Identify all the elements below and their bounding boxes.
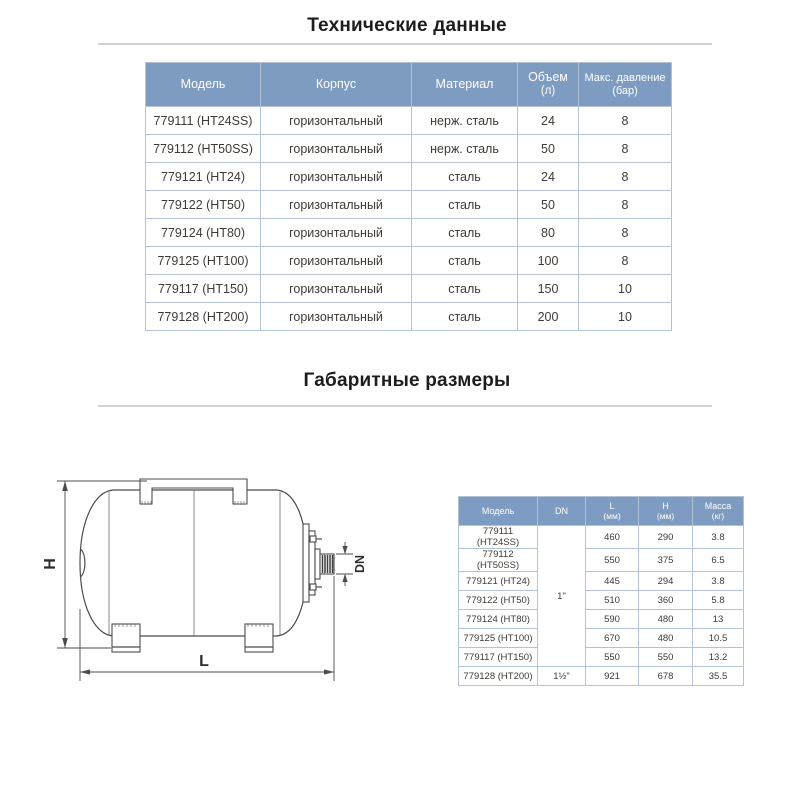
dim-table-row	[459, 648, 744, 667]
h-dimension-label: H	[42, 558, 59, 570]
dim-cell-mass: 3.8	[693, 572, 744, 591]
dim-cell-h: 360	[639, 591, 693, 610]
tech-table-row	[146, 163, 672, 191]
tech-cell-model: 779122 (HT50)	[146, 191, 261, 219]
tech-cell-pressure: 8	[579, 135, 672, 163]
dim-cell-dn-group: 1"	[538, 526, 586, 667]
dim-cell-model: 779112 (HT50SS)	[459, 549, 538, 572]
dim-cell-model: 779121 (HT24)	[459, 572, 538, 591]
tech-cell-material: сталь	[412, 191, 518, 219]
tech-cell-model: 779121 (HT24)	[146, 163, 261, 191]
dim-table-row	[459, 667, 744, 686]
dim-cell-l: 670	[586, 629, 639, 648]
section-title-dimensions: Габаритные размеры	[303, 370, 511, 391]
dim-cell-l: 590	[586, 610, 639, 629]
tech-cell-body: горизонтальный	[261, 247, 412, 275]
dim-cell-model: 779125 (HT100)	[459, 629, 538, 648]
dim-cell-mass: 10.5	[693, 629, 744, 648]
tech-header-pressure: Макс. давление (бар)	[579, 63, 672, 107]
section-divider	[98, 405, 712, 407]
dim-table-row	[459, 572, 744, 591]
dn-dimension-label: DN	[353, 554, 367, 574]
tech-cell-model: 779111 (HT24SS)	[146, 107, 261, 135]
tech-cell-body: горизонтальный	[261, 191, 412, 219]
tech-cell-pressure: 8	[579, 107, 672, 135]
tech-cell-material: сталь	[412, 163, 518, 191]
tech-cell-pressure: 8	[579, 163, 672, 191]
technical-data-table	[145, 62, 672, 331]
dimension-dn	[336, 542, 367, 586]
dim-cell-l: 510	[586, 591, 639, 610]
tech-table-row	[146, 275, 672, 303]
tech-cell-pressure: 8	[579, 247, 672, 275]
tech-table-row	[146, 247, 672, 275]
tech-cell-body: горизонтальный	[261, 275, 412, 303]
tech-table-header-row	[146, 63, 672, 107]
threaded-nipple	[320, 554, 334, 574]
dim-table-row	[459, 549, 744, 572]
dim-cell-l: 445	[586, 572, 639, 591]
dim-cell-h: 480	[639, 610, 693, 629]
tank-handle	[140, 479, 247, 505]
section-title-technical: Технические данные	[307, 15, 507, 36]
tech-cell-model: 779117 (HT150)	[146, 275, 261, 303]
dim-cell-l: 550	[586, 549, 639, 572]
dim-cell-model: 779122 (HT50)	[459, 591, 538, 610]
tech-cell-material: сталь	[412, 275, 518, 303]
tech-table-row	[146, 219, 672, 247]
connection-flange	[303, 524, 334, 602]
tech-cell-volume: 200	[518, 303, 579, 331]
tech-cell-volume: 50	[518, 191, 579, 219]
tank-body	[80, 490, 307, 637]
tech-cell-pressure: 8	[579, 219, 672, 247]
tank-foot-left	[112, 624, 140, 652]
dim-cell-mass: 3.8	[693, 526, 744, 549]
tech-header-model: Модель	[146, 63, 261, 107]
tech-cell-body: горизонтальный	[261, 163, 412, 191]
tech-cell-body: горизонтальный	[261, 107, 412, 135]
dim-cell-h: 290	[639, 526, 693, 549]
tech-cell-body: горизонтальный	[261, 135, 412, 163]
dim-cell-l: 921	[586, 667, 639, 686]
tech-cell-material: сталь	[412, 303, 518, 331]
dim-cell-h: 480	[639, 629, 693, 648]
tech-cell-body: горизонтальный	[261, 219, 412, 247]
tech-header-material: Материал	[412, 63, 518, 107]
tech-table-row	[146, 191, 672, 219]
tech-cell-volume: 24	[518, 107, 579, 135]
tech-table-row	[146, 303, 672, 331]
dim-cell-mass: 13	[693, 610, 744, 629]
dim-header-mass: Масса (кг)	[693, 497, 744, 526]
dimensions-table	[458, 496, 744, 686]
rear-valve-bump	[80, 549, 85, 577]
tech-header-body: Корпус	[261, 63, 412, 107]
tank-foot-right	[245, 624, 273, 652]
tech-cell-body: горизонтальный	[261, 303, 412, 331]
dim-header-model: Модель	[459, 497, 538, 526]
tank-technical-drawing	[28, 432, 428, 722]
dim-table-row	[459, 526, 744, 549]
tech-cell-pressure: 10	[579, 303, 672, 331]
tech-cell-pressure: 10	[579, 275, 672, 303]
tech-table-row	[146, 135, 672, 163]
dim-table-row	[459, 629, 744, 648]
tech-table-row	[146, 107, 672, 135]
tech-cell-material: сталь	[412, 219, 518, 247]
dim-header-h: H (мм)	[639, 497, 693, 526]
dim-cell-model: 779128 (HT200)	[459, 667, 538, 686]
tech-cell-material: сталь	[412, 247, 518, 275]
dim-cell-model: 779117 (HT150)	[459, 648, 538, 667]
dim-header-dn: DN	[538, 497, 586, 526]
dim-cell-h: 294	[639, 572, 693, 591]
dim-table-row	[459, 591, 744, 610]
dim-cell-dn: 1½"	[538, 667, 586, 686]
dim-cell-model: 779124 (HT80)	[459, 610, 538, 629]
tech-cell-volume: 80	[518, 219, 579, 247]
tech-cell-volume: 24	[518, 163, 579, 191]
dim-cell-l: 550	[586, 648, 639, 667]
tech-cell-volume: 150	[518, 275, 579, 303]
dim-header-l: L (мм)	[586, 497, 639, 526]
dim-table-header-row	[459, 497, 744, 526]
tech-cell-pressure: 8	[579, 191, 672, 219]
tech-cell-volume: 100	[518, 247, 579, 275]
dim-table-row	[459, 610, 744, 629]
tech-cell-model: 779112 (HT50SS)	[146, 135, 261, 163]
dim-cell-mass: 13.2	[693, 648, 744, 667]
dim-cell-model: 779111 (HT24SS)	[459, 526, 538, 549]
tech-cell-model: 779128 (HT200)	[146, 303, 261, 331]
dim-cell-mass: 5.8	[693, 591, 744, 610]
tech-cell-material: нерж. сталь	[412, 135, 518, 163]
dim-cell-h: 678	[639, 667, 693, 686]
tech-cell-volume: 50	[518, 135, 579, 163]
l-dimension-label: L	[199, 653, 209, 670]
section-divider	[98, 43, 712, 45]
dim-cell-mass: 35.5	[693, 667, 744, 686]
dim-cell-h: 375	[639, 549, 693, 572]
tech-cell-material: нерж. сталь	[412, 107, 518, 135]
dim-cell-h: 550	[639, 648, 693, 667]
tech-header-volume: Объем (л)	[518, 63, 579, 107]
tech-cell-model: 779124 (HT80)	[146, 219, 261, 247]
dim-cell-mass: 6.5	[693, 549, 744, 572]
dim-cell-l: 460	[586, 526, 639, 549]
tech-cell-model: 779125 (HT100)	[146, 247, 261, 275]
